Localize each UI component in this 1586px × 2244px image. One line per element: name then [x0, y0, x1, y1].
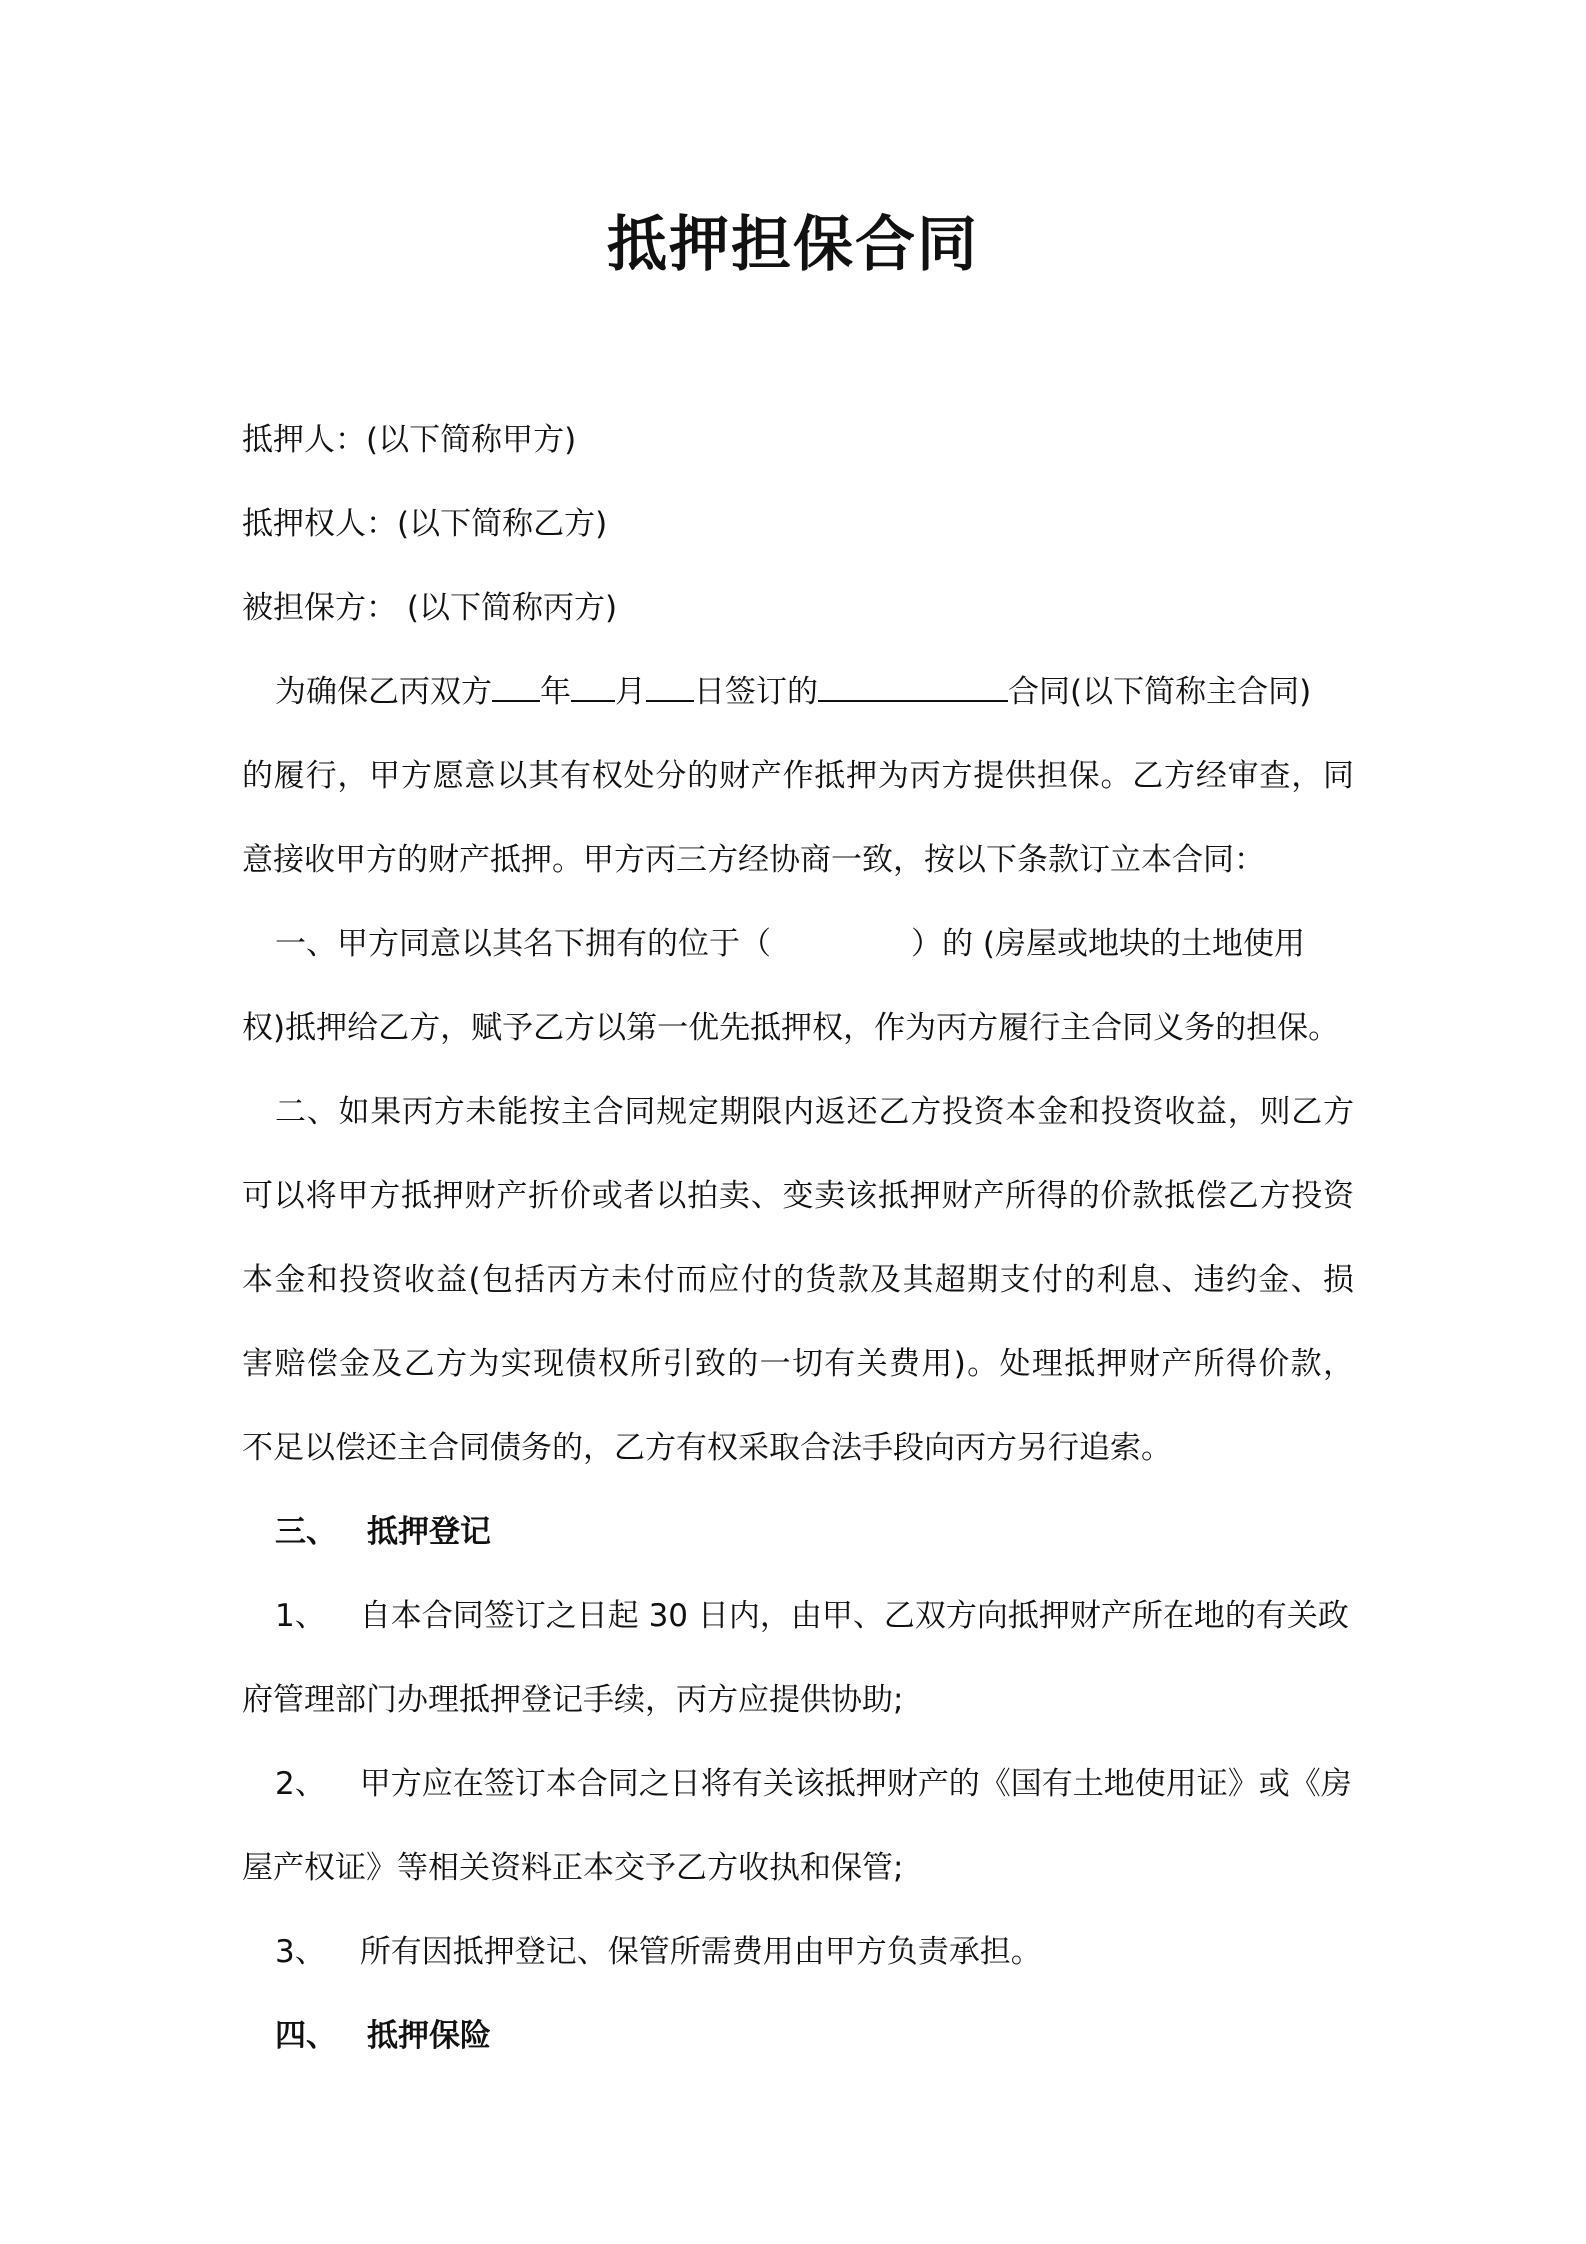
preamble-line-3: 意接收甲方的财产抵押。甲方丙三方经协商一致，按以下条款订立本合同： — [242, 842, 1265, 878]
month-blank — [571, 670, 615, 702]
clause-2-line-5: 不足以偿还主合同债务的，乙方有权采取合法手段向丙方另行追索。 — [242, 1430, 1172, 1466]
clause-1-text-a: 一、甲方同意以其名下拥有的位于（ — [275, 926, 771, 962]
item-3-text: 所有因抵押登记、保管所需费用由甲方负责承担。 — [359, 1934, 1042, 1970]
clause-2-line-4: 害赔偿金及乙方为实现债权所引致的一切有关费用)。处理抵押财产所得价款， — [242, 1346, 1354, 1382]
section-4-title: 抵押保险 — [367, 2018, 491, 2054]
section-3-heading — [275, 1510, 1395, 1554]
preamble-text-b: 合同(以下简称主合同) — [1008, 674, 1312, 710]
item-1-number: 1、 — [275, 1598, 326, 1634]
item-1-text: 自本合同签订之日起 30 日内，由甲、乙双方向抵押财产所在地的有关政 — [359, 1598, 1349, 1634]
section-3-number: 三、 — [275, 1514, 337, 1550]
preamble-line-2: 的履行，甲方愿意以其有权处分的财产作抵押为丙方提供担保。乙方经审查，同 — [242, 758, 1354, 794]
party-mortgagor: 抵押人：(以下简称甲方) — [242, 422, 577, 458]
clause-2-line-3: 本金和投资收益(包括丙方未付而应付的货款及其超期支付的利息、违约金、损 — [242, 1262, 1354, 1298]
day-blank — [646, 670, 694, 702]
clause-1-line-2: 权)抵押给乙方，赋予乙方以第一优先抵押权，作为丙方履行主合同义务的担保。 — [242, 1010, 1340, 1046]
preamble-line-1 — [275, 670, 1395, 714]
preamble-day: 日签订的 — [694, 674, 818, 710]
item-2-text: 甲方应在签订本合同之日将有关该抵押财产的《国有土地使用证》或《房 — [359, 1766, 1352, 1802]
section-3-item-1-line-1 — [275, 1594, 1395, 1638]
section-3-title: 抵押登记 — [367, 1514, 491, 1550]
party-guaranteed: 被担保方： (以下简称丙方) — [242, 590, 618, 626]
contract-name-blank — [818, 670, 1008, 702]
section-3-item-2-line-1 — [275, 1762, 1395, 1806]
party-mortgagee: 抵押权人：(以下简称乙方) — [242, 506, 608, 542]
preamble-text-a: 为确保乙丙双方 — [275, 674, 492, 710]
clause-2-line-2: 可以将甲方抵押财产折价或者以拍卖、变卖该抵押财产所得的价款抵偿乙方投资 — [242, 1178, 1354, 1214]
document-title: 抵押担保合同 — [607, 210, 979, 280]
section-3-item-1-line-2: 府管理部门办理抵押登记手续，丙方应提供协助; — [242, 1682, 904, 1718]
section-3-item-3-line-1 — [275, 1930, 1395, 1974]
section-4-number: 四、 — [275, 2018, 337, 2054]
preamble-month: 月 — [615, 674, 646, 710]
section-3-item-2-line-2: 屋产权证》等相关资料正本交予乙方收执和保管; — [242, 1850, 904, 1886]
clause-1-text-b: ）的 (房屋或地块的土地使用 — [911, 926, 1305, 962]
year-blank — [492, 670, 540, 702]
item-3-number: 3、 — [275, 1934, 326, 1970]
item-2-number: 2、 — [275, 1766, 326, 1802]
clause-2-line-1: 二、如果丙方未能按主合同规定期限内返还乙方投资本金和投资收益，则乙方 — [275, 1094, 1354, 1130]
preamble-year: 年 — [540, 674, 571, 710]
clause-1-line-1 — [275, 922, 1395, 966]
section-4-heading — [275, 2014, 1395, 2058]
